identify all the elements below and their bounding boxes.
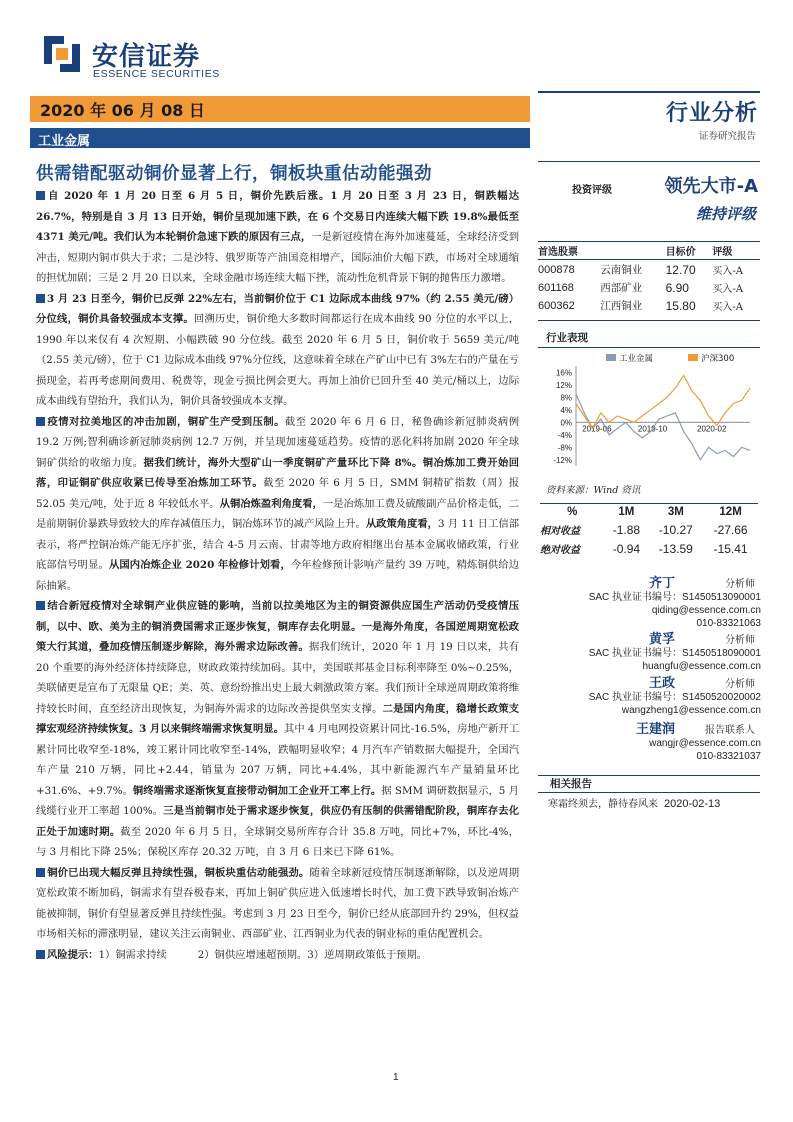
table-row bbox=[540, 520, 758, 539]
return-value: -13.59 bbox=[658, 541, 693, 556]
stock-rating: 买入-A bbox=[712, 284, 743, 295]
analyst-role: 分析师 bbox=[725, 679, 755, 690]
divider bbox=[538, 91, 760, 93]
paragraph-2: 3 月 23 日至今，铜价已反弹 22%左右，当前铜价位于 C1 边际成本曲线 97%（约 2.55 美元/磅）分位线，铜价具备较强成本支撑。回溯历史，铜价绝大多数时间都运行在成本曲线 90 分位的水平以上，1990 年以来仅有 4 次短期、小幅跌破 90 分位线。截至 2020 年 6 月 5 日，铜价收于 5659 美元/吨（2.55 美元/磅），位于 C1 边际成本曲线 97%分位线，这意味着全球在产矿山中已有 3%左右的产量在亏损现金，若再考虑期间费用、税费等，现金亏损比例会更大。再加上油价已回升至 40 美元/桶以上，边际成本曲线有望抬升，我们认为，铜价具备较强成本支撑。 bbox=[36, 292, 520, 407]
report-subtitle: 证券研究报告 bbox=[698, 131, 756, 142]
x-tick-label: 2020-02 bbox=[697, 424, 727, 434]
analyst-sac: SAC 执业证书编号：S1450513090001 bbox=[588, 592, 761, 603]
column-header: 评级 bbox=[712, 242, 760, 260]
column-header: 1M bbox=[604, 504, 648, 521]
rating-value: 领先大市-A bbox=[664, 176, 758, 197]
stock-code: 601168 bbox=[538, 281, 574, 294]
paragraph-1: 自 2020 年 1 月 20 日至 6 月 5 日，铜价先跌后涨。1 月 20 日至 3 月 23 日，铜跌幅达 26.7%，特别是自 3 月 13 日开始，铜价呈现加速下跌，在 6 个交易日内连续大幅下跌 19.8%最低至 4371 美元/吨。我们认为本轮铜价急速下跌的原因有三点，一是新冠疫情在海外加速蔓延，全球经济受到冲击，短期内铜市供大于求；二是沙特、俄罗斯等产油国竞相增产，国际油价大幅下跌，市场对全球通缩的担忧加剧；三是 2 月 20 日以来，全球金融市场连续大幅下挫，流动性危机背景下铜的抛售压力激增。 bbox=[36, 190, 519, 284]
bullet-icon bbox=[36, 294, 45, 303]
column-header: % bbox=[540, 504, 604, 521]
row-label: 相对收益 bbox=[540, 526, 580, 537]
stock-rating: 买入-A bbox=[712, 302, 743, 313]
analyst-email[interactable]: wangjr@essence.com.cn bbox=[649, 738, 761, 749]
y-tick-label: -8% bbox=[557, 443, 572, 453]
return-value: -27.66 bbox=[713, 522, 748, 537]
y-tick-label: 12% bbox=[555, 380, 572, 390]
analyst-name: 黄孚 bbox=[648, 632, 675, 647]
bullet-icon bbox=[36, 868, 45, 877]
essence-logo-icon bbox=[42, 34, 82, 74]
target-price: 12.70 bbox=[665, 262, 696, 277]
related-report-title: 寒霜终须去，静待春风来 bbox=[548, 799, 658, 810]
brand-name-cn: 安信证券 bbox=[92, 42, 201, 72]
analyst-card bbox=[545, 672, 761, 717]
chart-source: 资料来源：Wind 资讯 bbox=[546, 485, 641, 496]
row-label: 绝对收益 bbox=[540, 545, 580, 556]
legend-label: 沪深300 bbox=[701, 354, 735, 364]
bullet-icon bbox=[36, 950, 45, 959]
return-value: -0.94 bbox=[612, 541, 641, 556]
sector-name: 工业金属 bbox=[38, 134, 91, 149]
x-tick-label: 2019-10 bbox=[637, 424, 668, 434]
brand-name-en: ESSENCE SECURITIES bbox=[93, 68, 220, 80]
analyst-tel: 010-83321037 bbox=[696, 751, 761, 762]
related-reports-label: 相关报告 bbox=[550, 778, 592, 790]
rating-change: 维持评级 bbox=[695, 205, 756, 223]
table-row bbox=[540, 539, 758, 558]
y-tick-label: -12% bbox=[553, 455, 572, 465]
performance-label: 行业表现 bbox=[546, 332, 588, 344]
analyst-card bbox=[545, 718, 761, 763]
analyst-sac: SAC 执业证书编号：S1450520020002 bbox=[588, 692, 761, 703]
report-type: 行业分析 bbox=[665, 101, 758, 126]
legend-swatch bbox=[688, 354, 698, 361]
table-row bbox=[538, 260, 760, 279]
divider bbox=[538, 792, 760, 793]
analyst-name: 齐丁 bbox=[648, 576, 675, 591]
analyst-sac: SAC 执业证书编号：S1450518090001 bbox=[588, 648, 761, 659]
legend-swatch bbox=[606, 354, 616, 361]
industry-performance-chart bbox=[538, 348, 760, 473]
y-tick-label: 4% bbox=[560, 405, 572, 415]
y-tick-label: -4% bbox=[557, 430, 572, 440]
return-value: -1.88 bbox=[612, 522, 641, 537]
y-tick-label: 8% bbox=[560, 393, 572, 403]
rating-label: 投资评级 bbox=[572, 185, 612, 196]
sector-bar bbox=[30, 128, 530, 148]
column-header: 12M bbox=[703, 504, 758, 521]
legend-label: 工业金属 bbox=[619, 354, 654, 364]
divider bbox=[538, 320, 760, 321]
analyst-role: 分析师 bbox=[725, 635, 755, 646]
stock-rating: 买入-A bbox=[712, 266, 743, 277]
analyst-role: 分析师 bbox=[725, 579, 755, 590]
paragraph-5: 铜价已出现大幅反弹且持续性强，铜板块重估动能强劲。随着全球新冠疫情压制逐渐解除，以及逆周期宽松政策不断加码，铜需求有望吞极春来，再加上铜矿供应进入低速增长时代，加工费下跌导致铜冶炼产能被抑制，铜价有望显著反弹且持续性强。考虑到 3 月 23 日至今，铜价已经从底部回升约 29%，但权益市场相关标的滞涨明显，建议关注云南铜业、西部矿业、江西铜业为代表的铜业标的重估配置机会。 bbox=[36, 866, 520, 940]
target-price: 6.90 bbox=[665, 280, 689, 295]
table-row bbox=[538, 296, 760, 314]
related-report-date: 2020-02-13 bbox=[664, 798, 721, 810]
analyst-email[interactable]: huangfu@essence.com.cn bbox=[642, 661, 761, 672]
related-report-link[interactable] bbox=[548, 795, 758, 810]
x-tick-label: 2019-06 bbox=[582, 424, 612, 434]
risk-note: 风险提示：1）铜需求持续 2）铜供应增速超预期。3）逆周期政策低于预期。 bbox=[36, 945, 519, 966]
analyst-role: 报告联系人 bbox=[705, 725, 755, 736]
return-value: -15.41 bbox=[713, 541, 748, 556]
returns-table bbox=[540, 503, 758, 558]
analyst-name: 王建润 bbox=[635, 722, 675, 737]
paragraph-3: 疫情对拉美地区的冲击加剧，铜矿生产受到压制。截至 2020 年 6 月 6 日，秘鲁确诊新冠肺炎病例 19.2 万例;智利确诊新冠肺炎病例 12.7 万例，并呈现加速蔓延趋势。疫情的恶化料将加剧 2020 年全球铜矿供给的收缩力度。据我们统计，海外大型矿山一季度铜矿产量环比下降 8%。铜冶炼加工费开始回落，印证铜矿供应收紧已传导至冶炼加工环节。截至 2020 年 6 月 5 日，SMM 铜精矿指数（周）报 52.05 美元/吨，处于近 8 年较低水平。从铜冶炼盈利角度看，一是冶炼加工费及硫酸副产品价格走低，二是前期铜价暴跌导致较大的库存减值压力，铜冶炼环节的减产风险上升。从政策角度看，3 月 11 日工信部表示，将严控铜冶炼产能无序扩张，结合 4-5 月云南、甘肃等地方政府相继出台基本金属收储政策，行业底部信号明显。从国内冶炼企业 2020 年检修计划看，今年检修预计影响产量约 39 万吨，精炼铜供给边际抽紧。 bbox=[36, 415, 520, 592]
analyst-card bbox=[545, 628, 761, 673]
analyst-tel: 010-83321063 bbox=[696, 618, 761, 629]
stock-name: 江西铜业 bbox=[600, 300, 643, 312]
stock-name: 云南铜业 bbox=[600, 264, 643, 276]
table-row bbox=[538, 278, 760, 296]
report-body bbox=[36, 186, 519, 965]
paragraph-4: 结合新冠疫情对全球铜产业供应链的影响，当前以拉美地区为主的铜资源供应国生产活动仍受疫情压制，以中、欧、美为主的铜消费国需求正逐步恢复，铜库存去化明显。一是海外角度，各国逆周期宽松政策大行其道，叠加疫情压制逐步解除，海外需求边际改善。据我们统计，2020 年 1 月 19 日以来，共有 20 个重要的海外经济体持续降息，财政政策持续加码。其中，美国联邦基金目标利率降至 0%~0.25%，美联储更是宣布了无限量 QE；美、英、意纷纷推出史上最大刺激政策方案。我们预计全球逆周期政策将维持较长时间，直至经济出现恢复，为铜海外需求的边际改善提供坚实支撑。二是国内角度，稳增长政策支撑宏观经济持续恢复。3 月以来铜终端需求恢复明显。其中 4 月电网投资累计同比-16.5%，房地产新开工累计同比收窄至-18%，竣工累计同比收窄至-14%，跌幅明显收窄；4 月汽车产销数据大幅提升，全国汽车产量 210 万辆，同比+2.44，销量为 207 万辆，同比+4.4%，其中新能源汽车产量销量环比+31.6%、+9.7%。铜终端需求逐渐恢复直接带动铜加工企业开工率上行。据 SMM 调研数据显示，5 月线缆行业开工率超 100%。三是当前铜市处于需求逐步恢复，供应仍有压制的供需错配阶段，铜库存去化正处于加速时期。截至 2020 年 6 月 5 日，全球铜交易所库存合计 35.8 万吨，同比+7%，环比-4%，与 3 月相比下降 25%；保税区库存 20.32 万吨，自 3 月 6 日来已下降 61%。 bbox=[36, 600, 520, 858]
stock-code: 600362 bbox=[538, 299, 575, 312]
stock-code: 000878 bbox=[538, 263, 575, 276]
bullet-icon bbox=[36, 191, 45, 200]
target-price: 15.80 bbox=[665, 298, 696, 313]
report-date: 2020 年 06 月 08 日 bbox=[40, 101, 205, 120]
column-header bbox=[600, 242, 665, 260]
analyst-name: 王政 bbox=[648, 676, 675, 691]
y-tick-label: 0% bbox=[560, 418, 572, 428]
report-title: 供需错配驱动铜价显著上行，铜板块重估动能强劲 bbox=[36, 164, 432, 184]
analyst-email[interactable]: qiding@essence.com.cn bbox=[651, 605, 761, 616]
return-value: -10.27 bbox=[658, 522, 693, 537]
page-number: 1 bbox=[393, 1072, 399, 1083]
column-header: 3M bbox=[648, 504, 703, 521]
bullet-icon bbox=[36, 601, 45, 610]
analyst-email[interactable]: wangzheng1@essence.com.cn bbox=[621, 705, 761, 716]
bullet-icon bbox=[36, 417, 45, 426]
preferred-stocks-table bbox=[538, 241, 760, 314]
column-header: 目标价 bbox=[666, 242, 713, 260]
stock-name: 西部矿业 bbox=[600, 282, 643, 294]
y-tick-label: 16% bbox=[555, 368, 572, 378]
analyst-card bbox=[545, 572, 761, 630]
column-header: 首选股票 bbox=[538, 242, 600, 260]
